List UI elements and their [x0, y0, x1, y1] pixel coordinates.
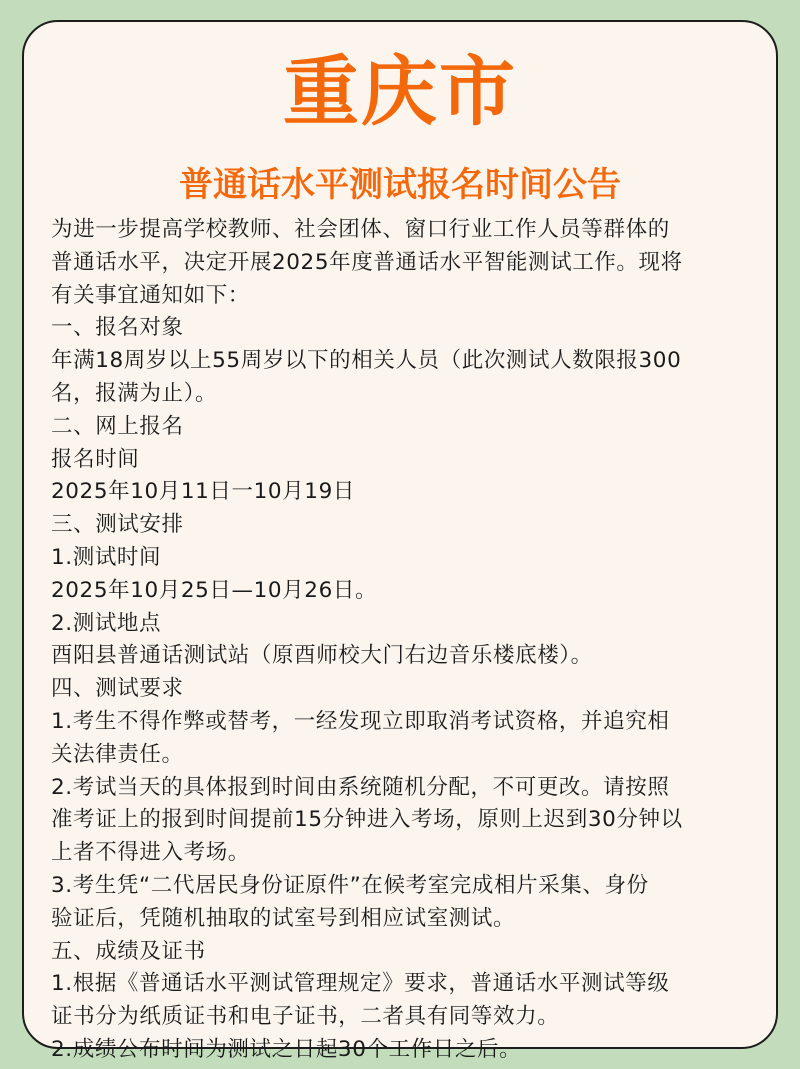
notice-line: 为进一步提高学校教师、社会团体、窗口行业工作人员等群体的: [51, 217, 670, 242]
notice-line: 年满18周岁以上55周岁以下的相关人员（此次测试人数限报300: [51, 348, 682, 374]
notice-line: 有关事宜通知如下：: [51, 282, 250, 308]
notice-line: 证书分为纸质证书和电子证书，二者具有同等效力。: [51, 1004, 560, 1030]
notice-line: 1.测试时间: [51, 544, 162, 570]
notice-line: 2.测试地点: [51, 610, 162, 636]
section-heading-online-registration: 二、网上报名: [51, 413, 184, 439]
section-heading-registration-target: 一、报名对象: [51, 315, 184, 341]
notice-line: 1.考生不得作弊或替考，一经发现立即取消考试资格，并追究相: [51, 708, 670, 734]
page-subtitle: 普通话水平测试报名时间公告: [179, 165, 621, 205]
notice-line: 名，报满为止）。: [51, 380, 218, 406]
test-dates: 2025年10月25日—10月26日。: [51, 577, 378, 603]
notice-line: 关法律责任。: [51, 741, 184, 767]
notice-line: 上者不得进入考场。: [51, 840, 250, 866]
section-heading-test-arrangement: 三、测试安排: [51, 512, 184, 538]
notice-line: 普通话水平，决定开展2025年度普通话水平智能测试工作。现将: [51, 249, 683, 275]
notice-line: 3.考生凭“二代居民身份证原件”在候考室完成相片采集、身份: [51, 872, 649, 898]
notice-line: 2.考试当天的具体报到时间由系统随机分配，不可更改。请按照: [51, 774, 670, 800]
notice-line: 准考证上的报到时间提前15分钟进入考场，原则上迟到30分钟以: [51, 807, 683, 833]
notice-line: 验证后，凭随机抽取的试室号到相应试室测试。: [51, 905, 516, 931]
page-title: 重庆市: [283, 47, 517, 136]
notice-line: 报名时间: [51, 446, 140, 472]
section-heading-test-requirements: 四、测试要求: [51, 676, 184, 702]
notice-card: [22, 20, 778, 1062]
notice-line: 2.成绩公布时间为测试之日起30个工作日之后。: [51, 1036, 522, 1062]
notice-body: [51, 214, 757, 1067]
test-location: 酉阳县普通话测试站（原酉师校大门右边音乐楼底楼）。: [51, 643, 593, 669]
registration-dates: 2025年10月11日一10月19日: [51, 479, 355, 505]
section-heading-results-certificates: 五、成绩及证书: [51, 938, 206, 964]
notice-line: 1.根据《普通话水平测试管理规定》要求，普通话水平测试等级: [51, 971, 670, 997]
